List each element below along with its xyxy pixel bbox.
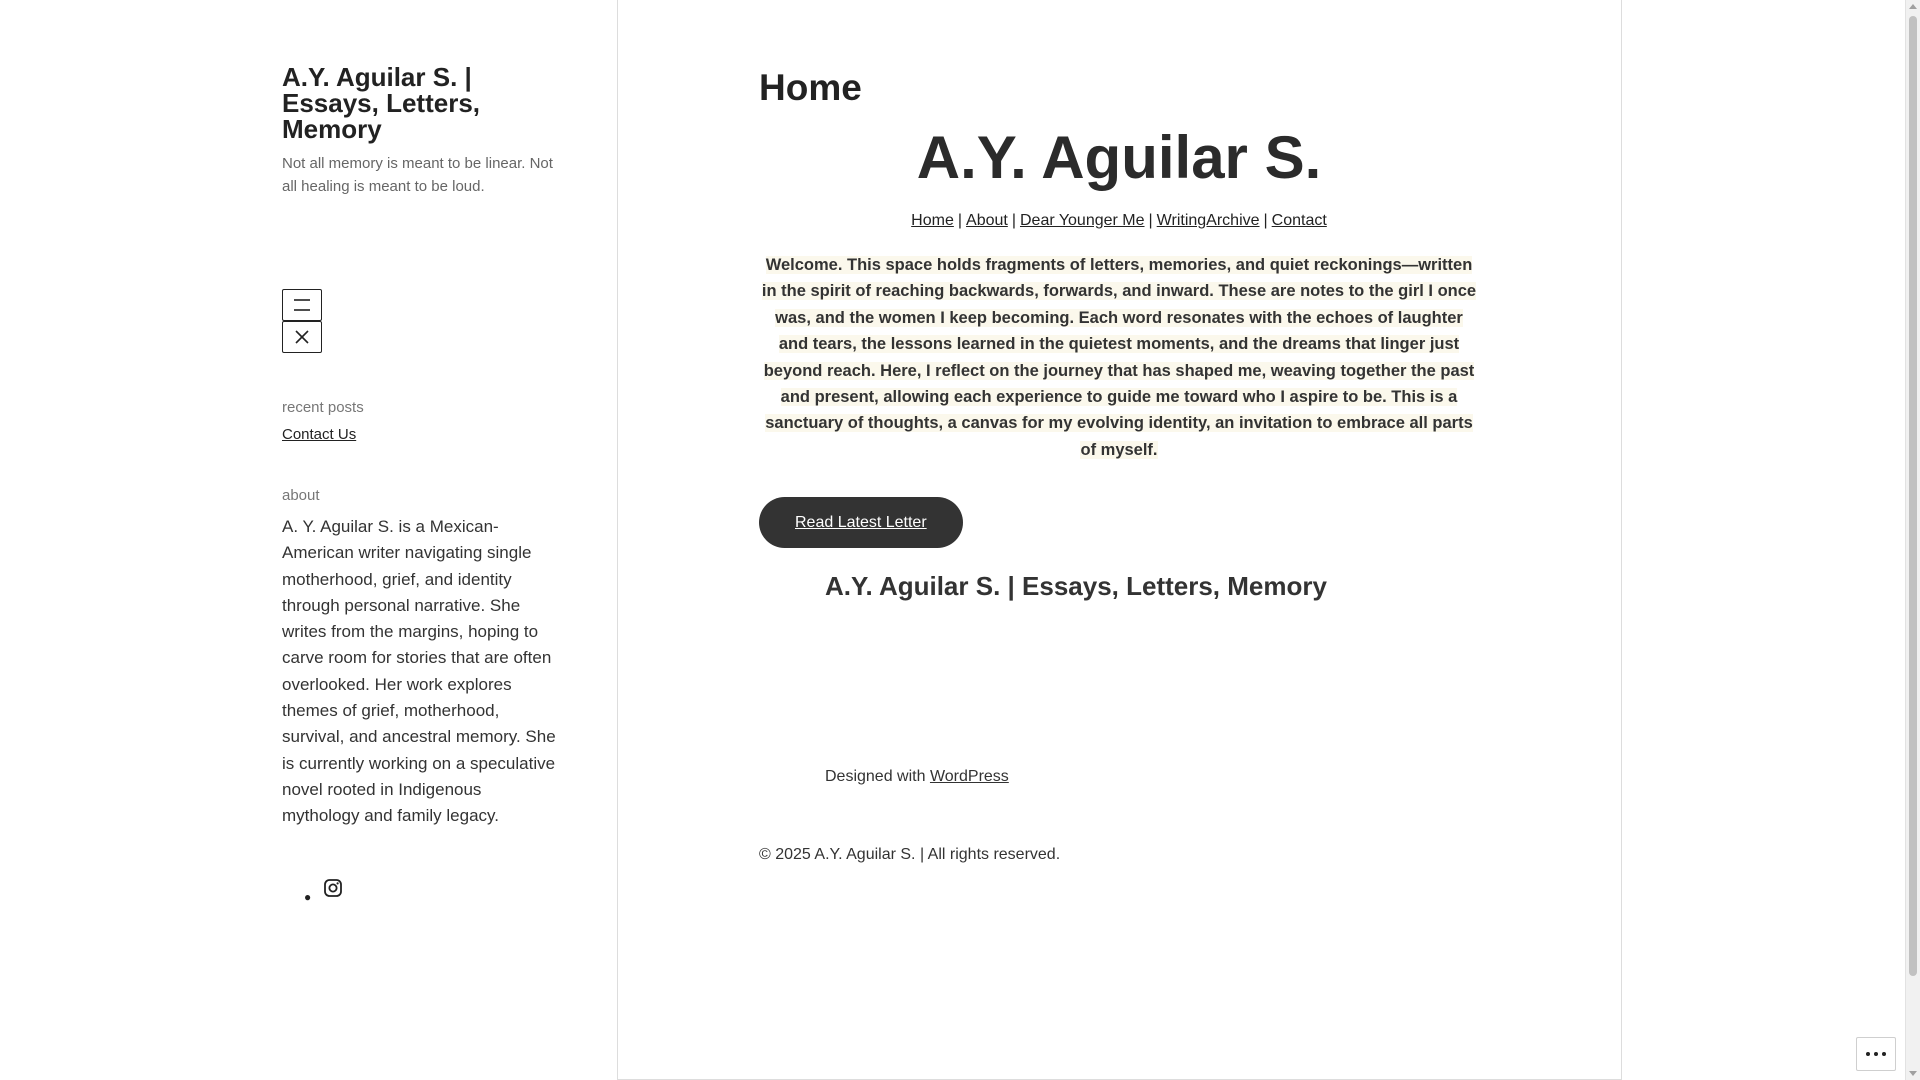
about-text: A. Y. Aguilar S. is a Mexican-American writer navigating single motherhood, grief, and identity through personal narrative. She writes from the margins, hoping to carve room for stories that are often overlooked. Her work explores themes of grief, motherhood, survival, and ancestral memory. She is currently working on a speculative novel rooted in Indigenous mythology and family legacy. <box>282 517 556 826</box>
designed-with <box>825 768 1479 786</box>
menu-lines-icon <box>293 298 311 312</box>
designed-prefix: Designed with <box>825 768 926 786</box>
close-x-icon <box>294 329 310 345</box>
menu-close-button[interactable] <box>282 321 322 353</box>
scroll-up-arrow-icon[interactable] <box>1909 4 1917 9</box>
hero-title: A.Y. Aguilar S. <box>916 124 1322 191</box>
nav-separator: | <box>1263 212 1268 229</box>
menu-open-button[interactable] <box>282 289 322 321</box>
scroll-thumb[interactable] <box>1909 16 1917 976</box>
nav-writing-archive-link[interactable]: WritingArchive <box>1156 212 1260 229</box>
nav-home-link[interactable]: Home <box>911 212 954 229</box>
read-latest-letter-button[interactable]: Read Latest Letter <box>759 497 963 548</box>
list-bullet: ● <box>304 889 312 904</box>
welcome-highlight: Welcome. This space holds fragments of letters, memories, and quiet reckonings—written in the spirit of reaching backwards, forwards, and inward. These are notes to the girl I once was, and the women I keep becoming. Each word resonates with the echoes of laughter and tears, the lessons learned in the quietest moments, and the dreams that linger just beyond reach. Here, I reflect on the journey that has shaped me, weaving together the past and present, allowing each experience to guide me toward who I aspire to be. This is a sanctuary of thoughts, a canvas for my evolving identity, an invitation to embrace all parts of myself. <box>761 256 1477 459</box>
nav-contact-link[interactable]: Contact <box>1271 212 1327 229</box>
vertical-scrollbar[interactable] <box>1905 0 1920 1080</box>
site-title[interactable]: A.Y. Aguilar S. | Essays, Letters, Memory <box>282 62 481 144</box>
more-dots-icon <box>1882 1052 1886 1056</box>
recent-post-link[interactable]: Contact Us <box>282 426 357 443</box>
instagram-link[interactable] <box>323 878 343 903</box>
more-options-button[interactable] <box>1856 1037 1896 1071</box>
nav-dear-younger-me-link[interactable]: Dear Younger Me <box>1019 212 1145 229</box>
nav-separator: | <box>1011 212 1016 229</box>
footer-site-title[interactable]: A.Y. Aguilar S. | Essays, Letters, Memory <box>825 571 1327 602</box>
more-dots-icon <box>1874 1052 1878 1056</box>
social-links <box>282 878 554 904</box>
welcome-text <box>759 252 1479 463</box>
scroll-down-arrow-icon[interactable] <box>1909 1071 1917 1076</box>
nav-separator: | <box>957 212 963 229</box>
main-inner <box>759 64 1479 864</box>
wordpress-link[interactable]: WordPress <box>929 768 1009 786</box>
page-title: Home <box>759 67 862 108</box>
content-nav <box>759 212 1479 230</box>
nav-about-link[interactable]: About <box>966 212 1008 229</box>
recent-posts-title: recent posts <box>282 399 364 416</box>
about-title: about <box>282 487 320 504</box>
nav-separator: | <box>1148 212 1153 229</box>
site-tagline: Not all memory is meant to be linear. Not all healing is meant to be loud. <box>282 155 553 195</box>
more-dots-icon <box>1866 1052 1870 1056</box>
instagram-icon <box>323 878 343 898</box>
main-content <box>617 0 1622 1080</box>
sidebar <box>282 64 554 904</box>
copyright: © 2025 A.Y. Aguilar S. | All rights reserved. <box>759 846 1061 864</box>
